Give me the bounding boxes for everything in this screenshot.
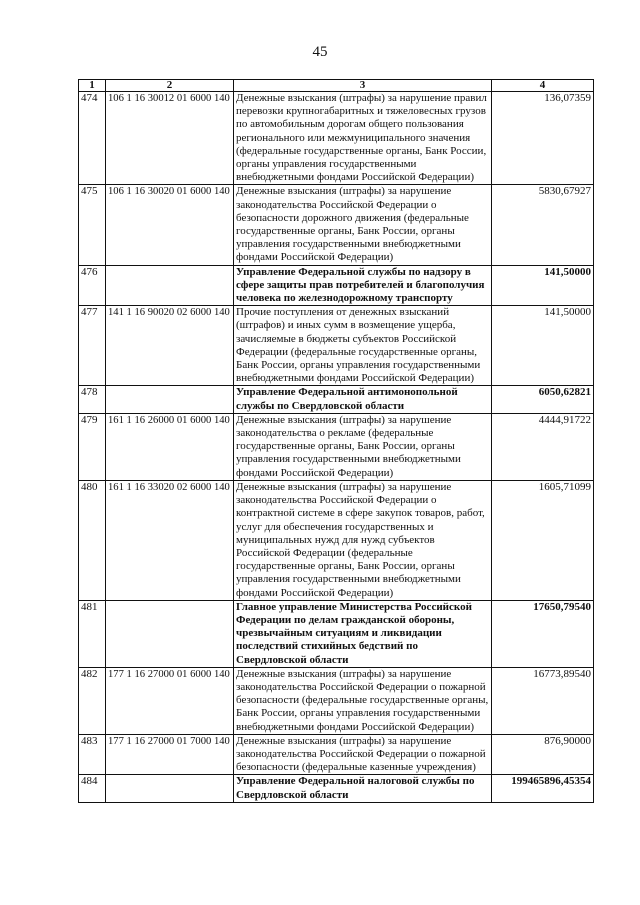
budget-table	[78, 79, 594, 803]
row-number: 480	[79, 480, 106, 600]
table-row	[79, 775, 594, 802]
row-description: Управление Федеральной антимонопольной службы по Свердловской области	[234, 386, 492, 413]
row-number: 476	[79, 265, 106, 306]
row-number: 483	[79, 734, 106, 775]
row-amount: 136,07359	[492, 92, 594, 185]
budget-code: 106 1 16 30012 01 6000 140	[106, 92, 234, 185]
table-row	[79, 306, 594, 386]
row-description: Управление Федеральной налоговой службы по Свердловской области	[234, 775, 492, 802]
budget-code: 177 1 16 27000 01 7000 140	[106, 734, 234, 775]
table-row	[79, 386, 594, 413]
row-description: Главное управление Министерства Российской Федерации по делам гражданской обороны, чрезвычайным ситуациям и ликвидации последствий стихийных бедствий по Свердловской области	[234, 600, 492, 667]
row-amount: 1605,71099	[492, 480, 594, 600]
row-description: Денежные взыскания (штрафы) за нарушение законодательства Российской Федерации о контрактной системе в сфере закупок товаров, работ, услуг для обеспечения государственных и муниципальных нужд для нужд субъектов Российской Федерации (федеральные государственные органы, Банк России, органы управления государственными внебюджетными фондами Российской Федерации)	[234, 480, 492, 600]
table-row	[79, 185, 594, 265]
budget-code	[106, 386, 234, 413]
row-description: Денежные взыскания (штрафы) за нарушение правил перевозки крупногабаритных и тяжеловесных грузов по автомобильным дорогам общего пользования регионального или межмуниципального значения (федеральные государственные органы, Банк России, органы управления государственными внебюджетными фондами Российской Федерации)	[234, 92, 492, 185]
row-description: Управление Федеральной службы по надзору в сфере защиты прав потребителей и благополучия человека по железнодорожному транспорту	[234, 265, 492, 306]
row-amount: 4444,91722	[492, 413, 594, 480]
table-row	[79, 734, 594, 775]
row-amount: 141,50000	[492, 306, 594, 386]
row-number: 479	[79, 413, 106, 480]
row-amount: 17650,79540	[492, 600, 594, 667]
row-description: Денежные взыскания (штрафы) за нарушение законодательства Российской Федерации о безопасности дорожного движения (федеральные государственные органы, Банк России, органы управления государственными внебюджетными фондами Российской Федерации)	[234, 185, 492, 265]
budget-code: 161 1 16 33020 02 6000 140	[106, 480, 234, 600]
budget-code: 106 1 16 30020 01 6000 140	[106, 185, 234, 265]
row-amount: 876,90000	[492, 734, 594, 775]
row-amount: 141,50000	[492, 265, 594, 306]
row-amount: 16773,89540	[492, 667, 594, 734]
table-row	[79, 600, 594, 667]
row-amount: 6050,62821	[492, 386, 594, 413]
table-row	[79, 667, 594, 734]
header-col-3: 3	[234, 80, 492, 92]
table-row	[79, 480, 594, 600]
row-number: 475	[79, 185, 106, 265]
row-amount: 199465896,45354	[492, 775, 594, 802]
budget-code	[106, 265, 234, 306]
row-description: Прочие поступления от денежных взысканий (штрафов) и иных сумм в возмещение ущерба, зачисляемые в бюджеты субъектов Российской Федерации (федеральные государственные органы, Банк России, органы управления государственными внебюджетными фондами Российской Федерации)	[234, 306, 492, 386]
row-number: 484	[79, 775, 106, 802]
row-number: 478	[79, 386, 106, 413]
row-amount: 5830,67927	[492, 185, 594, 265]
row-description: Денежные взыскания (штрафы) за нарушение законодательства о рекламе (федеральные государственные органы, Банк России, органы управления государственными внебюджетными фондами Российской Федерации)	[234, 413, 492, 480]
header-col-2: 2	[106, 80, 234, 92]
row-description: Денежные взыскания (штрафы) за нарушение законодательства Российской Федерации о пожарной безопасности (федеральные государственные органы, Банк России, органы управления государственными внебюджетными фондами Российской Федерации)	[234, 667, 492, 734]
row-number: 477	[79, 306, 106, 386]
budget-code	[106, 600, 234, 667]
budget-code	[106, 775, 234, 802]
page-number: 45	[312, 44, 328, 60]
budget-code: 161 1 16 26000 01 6000 140	[106, 413, 234, 480]
row-description: Денежные взыскания (штрафы) за нарушение законодательства Российской Федерации о пожарной безопасности (федеральные казенные учреждения)	[234, 734, 492, 775]
table-header-row	[79, 80, 594, 92]
header-col-4: 4	[492, 80, 594, 92]
row-number: 482	[79, 667, 106, 734]
table-row	[79, 92, 594, 185]
table-row	[79, 413, 594, 480]
header-col-1: 1	[79, 80, 106, 92]
row-number: 481	[79, 600, 106, 667]
budget-code: 141 1 16 90020 02 6000 140	[106, 306, 234, 386]
budget-code: 177 1 16 27000 01 6000 140	[106, 667, 234, 734]
table-row	[79, 265, 594, 306]
row-number: 474	[79, 92, 106, 185]
